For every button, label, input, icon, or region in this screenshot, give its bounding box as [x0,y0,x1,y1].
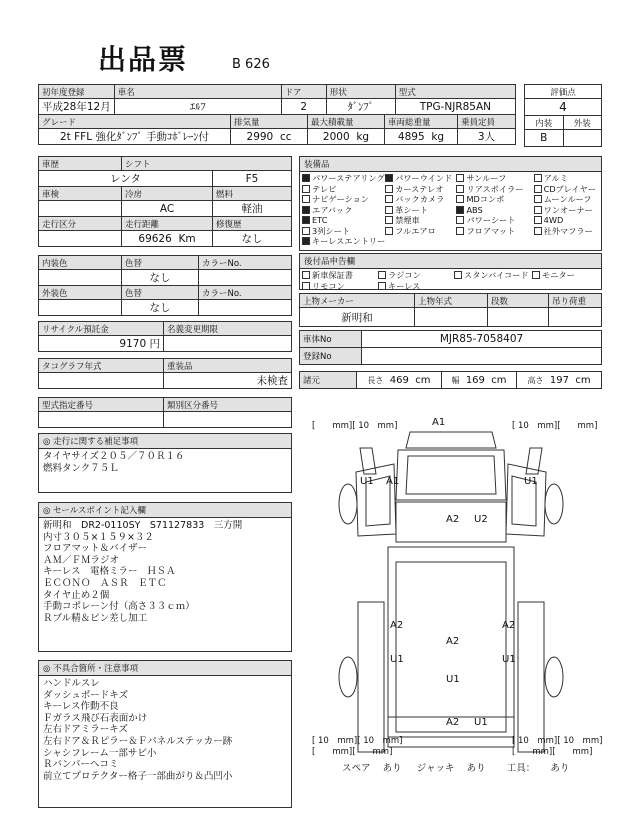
repair-value: なし [213,231,292,247]
equipment-item: CDプレイヤー [534,184,599,195]
name-change-value [164,336,292,352]
shape-value: ﾀﾞﾝﾌﾟ [326,99,395,115]
spec-table [38,114,516,145]
spare-label: スペア [342,763,371,774]
tacho-value [39,373,164,389]
chassis-table [299,330,602,365]
checked-box-icon [302,237,310,245]
unchecked-box-icon [534,185,542,193]
color-no-label: カラーNo. [199,256,292,270]
first-reg-value: 平成28年12月 [39,99,115,115]
unchecked-box-icon [456,227,464,235]
first-reg-label: 初年度登録 [39,85,115,99]
damage-mark: U1 [390,654,404,665]
class-no-value [164,412,292,428]
color-no2-label: カラーNo. [199,286,292,300]
equipment-item: ムーンルーフ [534,194,599,205]
page-title: 出品票 [98,43,189,76]
rating-label: 評価点 [525,85,602,99]
max-load-label: 最大積載量 [308,115,385,129]
post-equipment-list [300,269,601,292]
equipment-box [299,156,602,251]
defects-box [38,660,292,808]
driving-notes-title: ◎ 走行に関する補足事項 [39,434,291,449]
fuel-label: 燃料 [213,187,292,201]
post-equipment-title: 後付品申告欄 [300,254,601,269]
capacity-label: 乗員定員 [458,115,516,129]
model-label: 型式 [395,85,515,99]
doors-label: ドア [281,85,326,99]
equipment-item: 革シート [385,205,456,216]
checked-box-icon [456,206,464,214]
rating-table [524,84,602,147]
driving-notes-text: タイヤサイズ２０５／７０Ｒ１６ 燃料タンク７５Ｌ [43,451,185,474]
type-no-value [39,412,164,428]
interior-label: 内装 [525,116,564,130]
tools-value: あり [550,763,570,774]
chassis-no-label: 車体No [300,331,362,348]
checked-box-icon [302,206,310,214]
equipment-item: ナビゲーション [302,194,385,205]
lift-label: 吊り荷重 [549,294,602,308]
equipment-item: アルミ [534,173,599,184]
unchecked-box-icon [385,227,393,235]
fuel-value: 軽油 [213,201,292,217]
exterior-label: 外装 [563,116,602,130]
inspection-value [39,201,122,217]
checked-box-icon [302,174,310,182]
color-no2-value [199,300,292,316]
length-value: 長さ 469 cm [357,372,442,389]
color-change2-value: なし [122,300,199,316]
damage-mark: U2 [474,514,488,525]
max-load-value: 2000 kg [308,129,385,145]
unchecked-box-icon [534,174,542,182]
defects-title: ◎ 不具合箇所・注意事項 [39,661,291,676]
class-value [39,231,122,247]
unchecked-box-icon [378,271,386,279]
unchecked-box-icon [534,227,542,235]
color-no-value [199,270,292,286]
driving-notes-box [38,433,292,493]
damage-mark: A2 [502,620,516,631]
equipment-item: リモコン [302,281,378,292]
tax-label: 重装品 [164,359,292,373]
spare-tools-row [342,760,569,774]
class-label: 走行区分 [39,217,122,231]
checked-box-icon [302,216,310,224]
equipment-list [300,172,601,248]
stage-label: 段数 [488,294,549,308]
equipment-item: スタンバイコード [454,270,532,281]
equipment-item: フロアマット [456,226,533,237]
color-change2-label: 色替 [122,286,199,300]
tire-rear-left-1: [ 10 mm][ 10 mm] [312,736,403,746]
damage-mark: A1 [386,476,400,487]
unchecked-box-icon [302,282,310,290]
tire-rear-right-1: [ 10 mm][ 10 mm] [512,736,603,746]
jack-value: あり [466,763,486,774]
damage-mark: A1 [432,417,446,428]
unchecked-box-icon [532,271,540,279]
history-value: レンタ [39,171,213,187]
defects-text: ハンドルスレ ダッシュボードキズ キーレス作動不良 Ｆガラス飛び石表面かけ 左右ドアミラーキズ 左右ドア＆Ｒピラー＆Ｆパネルステッカー跡 シャシフレーム一部サビ小 Ｒバンパーヘコミ 前立てプロテクター格子一部曲がり＆凸凹小 [43,678,233,782]
equipment-item: キーレス [378,281,454,292]
damage-mark: A2 [446,514,460,525]
lift-value [549,308,602,327]
recycle-table [38,321,292,352]
chassis-no-value: MJR85-7058407 [362,331,602,348]
equipment-item: ETC [302,215,385,226]
damage-mark: U1 [446,674,460,685]
damage-mark: U1 [524,476,538,487]
unchecked-box-icon [534,195,542,203]
unchecked-box-icon [454,271,462,279]
equipment-item: 新車保証書 [302,270,378,281]
height-value: 高さ 197 cm [517,372,602,389]
dimensions-table [299,371,602,389]
name-change-label: 名義変更期限 [164,322,292,336]
model-value: TPG-NJR85AN [395,99,515,115]
jack-label: ジャッキ [416,763,455,774]
width-value: 幅 169 cm [441,372,516,389]
grade-label: グレード [39,115,231,129]
inspection-label: 車検 [39,187,122,201]
unchecked-box-icon [302,227,310,235]
class-no-label: 類別区分番号 [164,398,292,412]
shift-label: シフト [122,157,292,171]
gross-weight-value: 4895 kg [385,129,458,145]
equipment-item: フルエアロ [385,226,456,237]
unchecked-box-icon [302,185,310,193]
color-table [38,255,292,316]
car-name-label: 車名 [114,85,281,99]
interior-value: B [525,130,564,147]
damage-mark: U1 [360,476,374,487]
exterior-value [563,130,602,147]
grade-value: 2t FFL 強化ﾀﾞﾝﾌﾟ 手動ｺﾎﾞﾚｰﾝ付 [39,129,231,145]
dimensions-label: 諸元 [300,372,357,389]
sales-points-text: 新明和 DR2-0110SY S71127833 三方開 内寸３０５×１５９×３２ フロアマット＆バイザー ＡＭ／ＦＭラジオ キーレス 電格ミラー ＨＳＡ ＥＣＯＮＯ ＡＳＲ ＥＴＣ タイヤ止め２個 手動コボレーン付（高さ３３ｃｍ） Ｒブル精＆ピン差し加工 [43,520,243,624]
vehicle-info-table [38,156,292,247]
equipment-item: ワンオーナー [534,205,599,216]
tire-front-right: [ 10 mm][ mm] [512,421,598,431]
equipment-item: 3列シート [302,226,385,237]
post-equipment-box [299,253,602,290]
reg-no-value [362,348,602,365]
equipment-item: 社外マフラー [534,226,599,237]
equipment-item: ラジコン [378,270,454,281]
tacho-table [38,358,292,389]
recycle-value: 9170 円 [39,336,164,352]
tire-rear-left-2: [ mm][ mm] [312,747,393,757]
damage-mark: U1 [474,717,488,728]
equipment-item: リアスポイラー [456,184,533,195]
checked-box-icon [385,174,393,182]
maker-label: 上物メーカー [300,294,415,308]
tacho-label: タコグラフ年式 [39,359,164,373]
unchecked-box-icon [385,185,393,193]
equipment-item: 4WD [534,215,599,226]
color-change-label: 色替 [122,256,199,270]
mileage-label: 走行距離 [122,217,213,231]
maker-value: 新明和 [300,308,415,327]
tools-label: 工具： [506,763,536,774]
tax-value: 未検査 [164,373,292,389]
equipment-item: カーステレオ [385,184,456,195]
damage-mark: U1 [502,654,516,665]
body-maker-table [299,293,602,327]
ac-value: AC [122,201,213,217]
damage-mark: A2 [446,717,460,728]
type-no-label: 型式指定番号 [39,398,164,412]
stage-value [488,308,549,327]
int-color-value [39,270,122,286]
equipment-item: エアバック [302,205,385,216]
displacement-value: 2990 cc [231,129,308,145]
equipment-item: パワーステアリング [302,173,385,184]
damage-mark: A2 [390,620,404,631]
body-year-value [415,308,488,327]
shift-value: F5 [213,171,292,187]
unchecked-box-icon [385,216,393,224]
equipment-item: バックカメラ [385,194,456,205]
truck-outline-icon [300,412,602,757]
unchecked-box-icon [456,195,464,203]
body-year-label: 上物年式 [415,294,488,308]
header-table [38,84,516,115]
damage-diagram [300,412,602,812]
shape-label: 形状 [326,85,395,99]
equipment-item: 禁煙車 [385,215,456,226]
ext-color-label: 外装色 [39,286,122,300]
unchecked-box-icon [456,185,464,193]
repair-label: 修復歴 [213,217,292,231]
equipment-item: MDコンポ [456,194,533,205]
rating-value: 4 [525,99,602,116]
mileage-value: 69626 Km [122,231,213,247]
unchecked-box-icon [456,174,464,182]
unchecked-box-icon [456,216,464,224]
unchecked-box-icon [534,216,542,224]
unchecked-box-icon [378,282,386,290]
ext-color-value [39,300,122,316]
lot-number: B 626 [232,57,270,72]
sales-points-title: ◎ セールスポイント記入欄 [39,503,291,518]
int-color-label: 内装色 [39,256,122,270]
recycle-label: リサイクル預託金 [39,322,164,336]
equipment-item: パワーウインド [385,173,456,184]
equipment-title: 装備品 [300,157,601,172]
car-name-value: ｴﾙﾌ [114,99,281,115]
reg-no-label: 登録No [300,348,362,365]
doors-value: 2 [281,99,326,115]
equipment-item: ABS [456,205,533,216]
type-no-table [38,397,292,428]
equipment-item: モニター [532,270,598,281]
tire-front-left: [ mm][ 10 mm] [312,421,398,431]
unchecked-box-icon [302,271,310,279]
spare-value: あり [382,763,402,774]
equipment-item: キーレスエントリー [302,236,386,247]
equipment-item: テレビ [302,184,385,195]
equipment-item: パワーシート [456,215,533,226]
unchecked-box-icon [302,195,310,203]
unchecked-box-icon [534,206,542,214]
equipment-item: サンルーフ [456,173,533,184]
unchecked-box-icon [385,195,393,203]
displacement-label: 排気量 [231,115,308,129]
tire-rear-right-2: [ mm][ mm] [512,747,593,757]
color-change-value: なし [122,270,199,286]
gross-weight-label: 車両総重量 [385,115,458,129]
history-label: 車歴 [39,157,122,171]
unchecked-box-icon [385,206,393,214]
capacity-value: 3人 [458,129,516,145]
damage-mark: A2 [446,636,460,647]
sales-points-box [38,502,292,652]
ac-label: 冷房 [122,187,213,201]
